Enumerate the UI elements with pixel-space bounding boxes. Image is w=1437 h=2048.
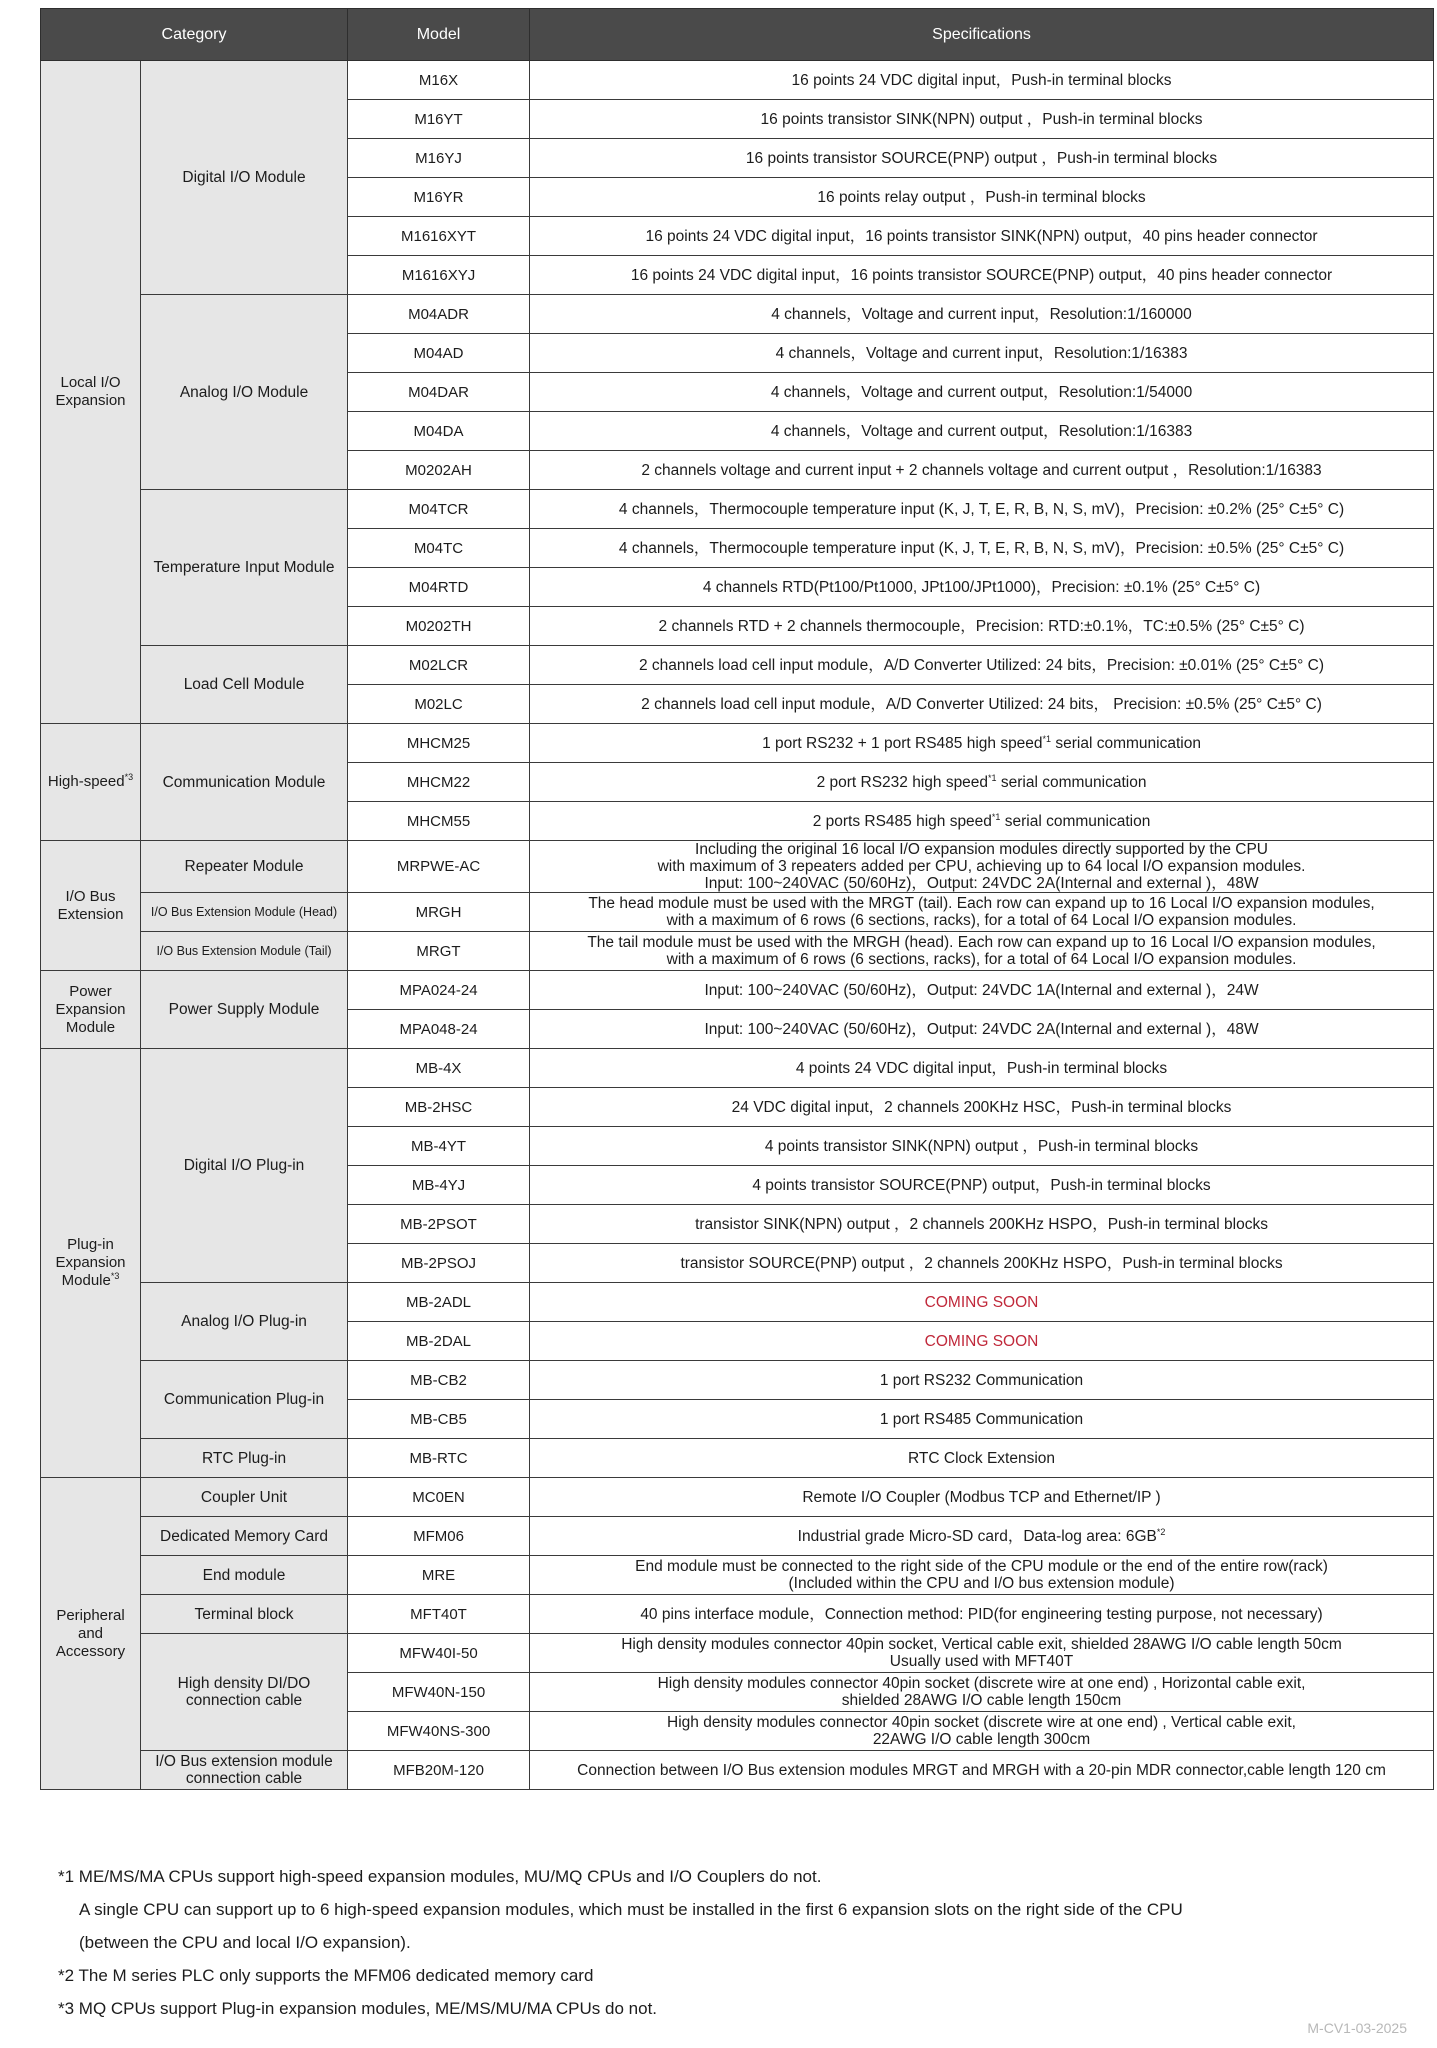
- table-row: [41, 61, 1434, 100]
- spec-text-after: serial communication: [1000, 812, 1151, 830]
- spec-text: 4 channels，Thermocouple temperature input (K, J, T, E, R, B, N, S, mV)，Precision: ±0.2% (25° C±5° C): [618, 500, 1345, 518]
- spec-text: 2 channels load cell input module，A/D Converter Utilized: 24 bits， Precision: ±0.5% (25° C±5° C): [641, 695, 1322, 713]
- category-label: High-speed: [47, 773, 125, 790]
- spec-text: 4 channels，Voltage and current input，Resolution:1/16383: [775, 344, 1188, 362]
- document-code: M-CV1-03-2025: [1307, 2020, 1407, 2036]
- spec-text-after: serial communication: [996, 773, 1147, 791]
- subcategory-cell: Digital I/O Plug-in: [141, 1049, 348, 1283]
- subcategory-cell: Temperature Input Module: [141, 490, 348, 646]
- model-cell: MB-CB5: [348, 1400, 530, 1439]
- footnote-mark: *1: [991, 811, 1001, 822]
- spec-cell: [530, 607, 1434, 646]
- model-cell: MB-4YJ: [348, 1166, 530, 1205]
- spec-text: 1 port RS232 Communication: [879, 1371, 1084, 1389]
- footnote: A single CPU can support up to 6 high-speed expansion modules, which must be installed in the first 6 expansion slots on the right side of the CPU: [79, 1900, 1183, 1919]
- spec-cell: [530, 1010, 1434, 1049]
- model-cell: MFT40T: [348, 1595, 530, 1634]
- category-label: I/O Bus Extension: [57, 887, 124, 923]
- spec-cell: [530, 1517, 1434, 1556]
- subcategory-cell: End module: [141, 1556, 348, 1595]
- spec-cell: [530, 802, 1434, 841]
- spec-cell: [530, 1673, 1434, 1712]
- footnote: *3 MQ CPUs support Plug-in expansion modules, ME/MS/MU/MA CPUs do not.: [58, 1999, 658, 2018]
- model-cell: M0202AH: [348, 451, 530, 490]
- model-cell: M02LC: [348, 685, 530, 724]
- table-row: [41, 1556, 1434, 1595]
- spec-cell: [530, 685, 1434, 724]
- spec-cell: [530, 1361, 1434, 1400]
- spec-text: COMING SOON: [924, 1293, 1039, 1311]
- spec-text: transistor SOURCE(PNP) output ，2 channels 200KHz HSPO，Push-in terminal blocks: [680, 1254, 1283, 1272]
- spec-cell: [530, 1439, 1434, 1478]
- spec-line: 22AWG I/O cable length 300cm: [872, 1731, 1091, 1748]
- model-cell: M02LCR: [348, 646, 530, 685]
- spec-cell: [530, 529, 1434, 568]
- spec-cell: [530, 971, 1434, 1010]
- spec-text: 24 VDC digital input，2 channels 200KHz HSC，Push-in terminal blocks: [731, 1098, 1232, 1116]
- spec-text: 1 port RS232 + 1 port RS485 high speed: [762, 734, 1043, 752]
- spec-text: 4 points 24 VDC digital input，Push-in terminal blocks: [795, 1059, 1168, 1077]
- model-cell: M16YR: [348, 178, 530, 217]
- spec-cell: [530, 1712, 1434, 1751]
- spec-text: 2 channels load cell input module，A/D Converter Utilized: 24 bits，Precision: ±0.01% (25° C±5° C): [639, 656, 1325, 674]
- spec-cell: [530, 1166, 1434, 1205]
- model-cell: M04AD: [348, 334, 530, 373]
- spec-text: 4 points transistor SOURCE(PNP) output，Push-in terminal blocks: [752, 1176, 1211, 1194]
- spec-text: Industrial grade Micro-SD card，Data-log area: 6GB: [797, 1527, 1157, 1545]
- table-row: [41, 932, 1434, 971]
- subcategory-cell: I/O Bus Extension Module (Head): [141, 893, 348, 932]
- footnote: (between the CPU and local I/O expansion).: [79, 1933, 411, 1952]
- spec-line: Input: 100~240VAC (50/60Hz)，Output: 24VDC 2A(Internal and external )，48W: [704, 875, 1259, 892]
- spec-cell: [530, 841, 1434, 893]
- spec-cell: [530, 763, 1434, 802]
- spec-text: 40 pins interface module，Connection method: PID(for engineering testing purpose, not necessary): [640, 1605, 1323, 1623]
- spec-text: 4 channels，Voltage and current output，Resolution:1/54000: [770, 383, 1193, 401]
- spec-text: COMING SOON: [924, 1332, 1039, 1350]
- table-row: [41, 1595, 1434, 1634]
- spec-line: High density modules connector 40pin socket (discrete wire at one end) , Horizontal cable exit,: [657, 1675, 1306, 1692]
- table-row: [41, 1283, 1434, 1322]
- spec-cell: [530, 61, 1434, 100]
- category-cell: [41, 841, 141, 971]
- spec-text: 4 channels，Thermocouple temperature input (K, J, T, E, R, B, N, S, mV)，Precision: ±0.5% (25° C±5° C): [618, 539, 1345, 557]
- spec-cell: [530, 412, 1434, 451]
- model-cell: MFM06: [348, 1517, 530, 1556]
- model-cell: MB-2DAL: [348, 1322, 530, 1361]
- subcategory-cell: Communication Plug-in: [141, 1361, 348, 1439]
- subcategory-cell: Load Cell Module: [141, 646, 348, 724]
- spec-cell: [530, 1634, 1434, 1673]
- spec-text: Input: 100~240VAC (50/60Hz)，Output: 24VDC 1A(Internal and external )，24W: [704, 981, 1259, 999]
- spec-text: 4 points transistor SINK(NPN) output ，Push-in terminal blocks: [764, 1137, 1199, 1155]
- spec-cell: [530, 1088, 1434, 1127]
- table-row: [41, 971, 1434, 1010]
- spec-line: with a maximum of 6 rows (6 sections, racks), for a total of 64 Local I/O expansion modules.: [666, 912, 1297, 929]
- category-label: Power Expansion Module: [55, 982, 126, 1036]
- table-row: [41, 1439, 1434, 1478]
- spec-text: 4 channels RTD(Pt100/Pt1000, JPt100/JPt1000)，Precision: ±0.1% (25° C±5° C): [702, 578, 1261, 596]
- spec-cell: [530, 1244, 1434, 1283]
- subcategory-cell: Dedicated Memory Card: [141, 1517, 348, 1556]
- spec-line: Including the original 16 local I/O expansion modules directly supported by the CPU: [695, 841, 1268, 858]
- category-label: Local I/O Expansion: [55, 374, 126, 409]
- table-header-row: [41, 9, 1434, 61]
- spec-line: End module must be connected to the right side of the CPU module or the end of the entire row(rack): [635, 1558, 1328, 1575]
- subcategory-cell: Terminal block: [141, 1595, 348, 1634]
- spec-cell: [530, 334, 1434, 373]
- spec-cell: [530, 1283, 1434, 1322]
- table-row: [41, 490, 1434, 529]
- spec-text-after: serial communication: [1051, 734, 1201, 752]
- category-footnote-mark: *3: [124, 772, 134, 782]
- subcategory-cell: Analog I/O Module: [141, 295, 348, 490]
- model-cell: MRGH: [348, 893, 530, 932]
- category-cell: [41, 1049, 141, 1478]
- footnote: *2 The M series PLC only supports the MFM06 dedicated memory card: [58, 1966, 594, 1985]
- spec-text: 2 ports RS485 high speed: [812, 812, 992, 830]
- spec-text: RTC Clock Extension: [908, 1449, 1056, 1467]
- category-cell: [41, 724, 141, 841]
- model-cell: M16X: [348, 61, 530, 100]
- category-footnote-mark: *3: [110, 1271, 120, 1281]
- table-row: [41, 1751, 1434, 1790]
- spec-cell: [530, 1049, 1434, 1088]
- footnotes: [58, 1860, 1418, 2025]
- model-cell: M1616XYJ: [348, 256, 530, 295]
- model-cell: MFW40NS-300: [348, 1712, 530, 1751]
- table-row: [41, 1478, 1434, 1517]
- category-cell: [41, 971, 141, 1049]
- footnote-mark: *1: [1042, 733, 1052, 744]
- category-cell: [41, 61, 141, 724]
- table-row: [41, 1634, 1434, 1673]
- model-cell: MHCM22: [348, 763, 530, 802]
- table-row: [41, 1517, 1434, 1556]
- spec-cell: [530, 724, 1434, 763]
- model-cell: MB-2HSC: [348, 1088, 530, 1127]
- category-cell: [41, 1478, 141, 1790]
- footnote: *1 ME/MS/MA CPUs support high-speed expansion modules, MU/MQ CPUs and I/O Couplers do not.: [58, 1867, 822, 1886]
- category-label: Peripheral and Accessory: [55, 1606, 126, 1660]
- header-category: Category: [41, 9, 348, 61]
- model-cell: M16YT: [348, 100, 530, 139]
- spec-line: High density modules connector 40pin socket, Vertical cable exit, shielded 28AWG I/O cable length 50cm: [621, 1636, 1342, 1653]
- spec-text: 16 points 24 VDC digital input，16 points transistor SINK(NPN) output，40 pins header connector: [645, 227, 1318, 245]
- spec-cell: [530, 1556, 1434, 1595]
- spec-line: with a maximum of 6 rows (6 sections, racks), for a total of 64 Local I/O expansion modules.: [666, 951, 1297, 968]
- spec-text: Remote I/O Coupler (Modbus TCP and Ethernet/IP ): [802, 1488, 1161, 1506]
- table-row: [41, 295, 1434, 334]
- footnote-mark: *2: [1156, 1526, 1166, 1537]
- header-specifications: Specifications: [530, 9, 1434, 61]
- spec-text: 1 port RS485 Communication: [879, 1410, 1084, 1428]
- spec-line: The tail module must be used with the MRGH (head). Each row can expand up to 16 Local I/O expansion modules,: [587, 934, 1376, 951]
- model-cell: M04TC: [348, 529, 530, 568]
- model-cell: M04DAR: [348, 373, 530, 412]
- model-cell: MFW40N-150: [348, 1673, 530, 1712]
- spec-table: [40, 8, 1434, 1790]
- spec-cell: [530, 646, 1434, 685]
- spec-cell: [530, 1322, 1434, 1361]
- table-row: [41, 1361, 1434, 1400]
- spec-cell: [530, 1478, 1434, 1517]
- spec-line: High density modules connector 40pin socket (discrete wire at one end) , Vertical cable exit,: [667, 1714, 1296, 1731]
- spec-line: The head module must be used with the MRGT (tail). Each row can expand up to 16 Local I/O expansion modules,: [588, 895, 1375, 912]
- model-cell: MB-RTC: [348, 1439, 530, 1478]
- model-cell: MFW40I-50: [348, 1634, 530, 1673]
- spec-text: 16 points 24 VDC digital input，16 points transistor SOURCE(PNP) output，40 pins header connector: [630, 266, 1333, 284]
- spec-cell: [530, 1595, 1434, 1634]
- model-cell: MB-2ADL: [348, 1283, 530, 1322]
- model-cell: M0202TH: [348, 607, 530, 646]
- model-cell: MPA048-24: [348, 1010, 530, 1049]
- header-model: Model: [348, 9, 530, 61]
- spec-text: Connection between I/O Bus extension modules MRGT and MRGH with a 20-pin MDR connector,cable length 120 cm: [577, 1761, 1386, 1779]
- model-cell: MB-4X: [348, 1049, 530, 1088]
- spec-cell: [530, 932, 1434, 971]
- spec-text: transistor SINK(NPN) output ，2 channels 200KHz HSPO，Push-in terminal blocks: [695, 1215, 1268, 1233]
- subcategory-cell: RTC Plug-in: [141, 1439, 348, 1478]
- table-row: [41, 1049, 1434, 1088]
- model-cell: MRE: [348, 1556, 530, 1595]
- model-cell: M1616XYT: [348, 217, 530, 256]
- spec-cell: [530, 373, 1434, 412]
- subcategory-cell: Repeater Module: [141, 841, 348, 893]
- model-cell: MC0EN: [348, 1478, 530, 1517]
- spec-cell: [530, 1400, 1434, 1439]
- spec-cell: [530, 451, 1434, 490]
- model-cell: MHCM25: [348, 724, 530, 763]
- spec-cell: [530, 893, 1434, 932]
- spec-cell: [530, 490, 1434, 529]
- subcategory-cell: Communication Module: [141, 724, 348, 841]
- model-cell: M04ADR: [348, 295, 530, 334]
- model-cell: MRGT: [348, 932, 530, 971]
- spec-cell: [530, 1127, 1434, 1166]
- spec-text: 16 points transistor SOURCE(PNP) output ，Push-in terminal blocks: [745, 149, 1218, 167]
- subcategory-cell: I/O Bus Extension Module (Tail): [141, 932, 348, 971]
- spec-text: Input: 100~240VAC (50/60Hz)，Output: 24VDC 2A(Internal and external )，48W: [704, 1020, 1259, 1038]
- spec-cell: [530, 178, 1434, 217]
- spec-text: 2 port RS232 high speed: [816, 773, 989, 791]
- spec-cell: [530, 568, 1434, 607]
- subcategory-cell: I/O Bus extension module connection cable: [141, 1751, 348, 1790]
- spec-cell: [530, 139, 1434, 178]
- spec-text: 2 channels voltage and current input + 2 channels voltage and current output ，Resolution:1/16383: [641, 461, 1322, 479]
- model-cell: M16YJ: [348, 139, 530, 178]
- subcategory-cell: Analog I/O Plug-in: [141, 1283, 348, 1361]
- spec-text: 4 channels，Voltage and current input，Resolution:1/160000: [771, 305, 1192, 323]
- model-cell: MB-CB2: [348, 1361, 530, 1400]
- model-cell: MHCM55: [348, 802, 530, 841]
- table-row: [41, 646, 1434, 685]
- spec-cell: [530, 1205, 1434, 1244]
- model-cell: MRPWE-AC: [348, 841, 530, 893]
- spec-cell: [530, 295, 1434, 334]
- table-row: [41, 724, 1434, 763]
- spec-cell: [530, 256, 1434, 295]
- model-cell: MPA024-24: [348, 971, 530, 1010]
- spec-cell: [530, 100, 1434, 139]
- spec-cell: [530, 217, 1434, 256]
- spec-line: with maximum of 3 repeaters added per CPU, achieving up to 64 local I/O expansion modules.: [657, 858, 1306, 875]
- model-cell: M04RTD: [348, 568, 530, 607]
- table-row: [41, 893, 1434, 932]
- model-cell: MFB20M-120: [348, 1751, 530, 1790]
- model-cell: M04TCR: [348, 490, 530, 529]
- subcategory-cell: Digital I/O Module: [141, 61, 348, 295]
- category-label: Plug-in Expansion Module: [55, 1236, 126, 1289]
- subcategory-cell: Coupler Unit: [141, 1478, 348, 1517]
- spec-line: (Included within the CPU and I/O bus extension module): [788, 1575, 1175, 1592]
- model-cell: MB-2PSOT: [348, 1205, 530, 1244]
- subcategory-cell: Power Supply Module: [141, 971, 348, 1049]
- subcategory-cell: High density DI/DO connection cable: [141, 1634, 348, 1751]
- table-row: [41, 841, 1434, 893]
- model-cell: M04DA: [348, 412, 530, 451]
- spec-line: Usually used with MFT40T: [889, 1653, 1074, 1670]
- footnote-mark: *1: [988, 772, 997, 783]
- spec-line: shielded 28AWG I/O cable length 150cm: [841, 1692, 1122, 1709]
- spec-text: 16 points 24 VDC digital input，Push-in terminal blocks: [791, 71, 1172, 89]
- model-cell: MB-4YT: [348, 1127, 530, 1166]
- spec-text: 4 channels，Voltage and current output，Resolution:1/16383: [770, 422, 1193, 440]
- spec-text: 16 points relay output ，Push-in terminal blocks: [817, 188, 1146, 206]
- model-cell: MB-2PSOJ: [348, 1244, 530, 1283]
- spec-text: 16 points transistor SINK(NPN) output ，Push-in terminal blocks: [760, 110, 1203, 128]
- spec-text: 2 channels RTD + 2 channels thermocouple，Precision: RTD:±0.1%，TC:±0.5% (25° C±5° C): [658, 617, 1305, 635]
- spec-cell: [530, 1751, 1434, 1790]
